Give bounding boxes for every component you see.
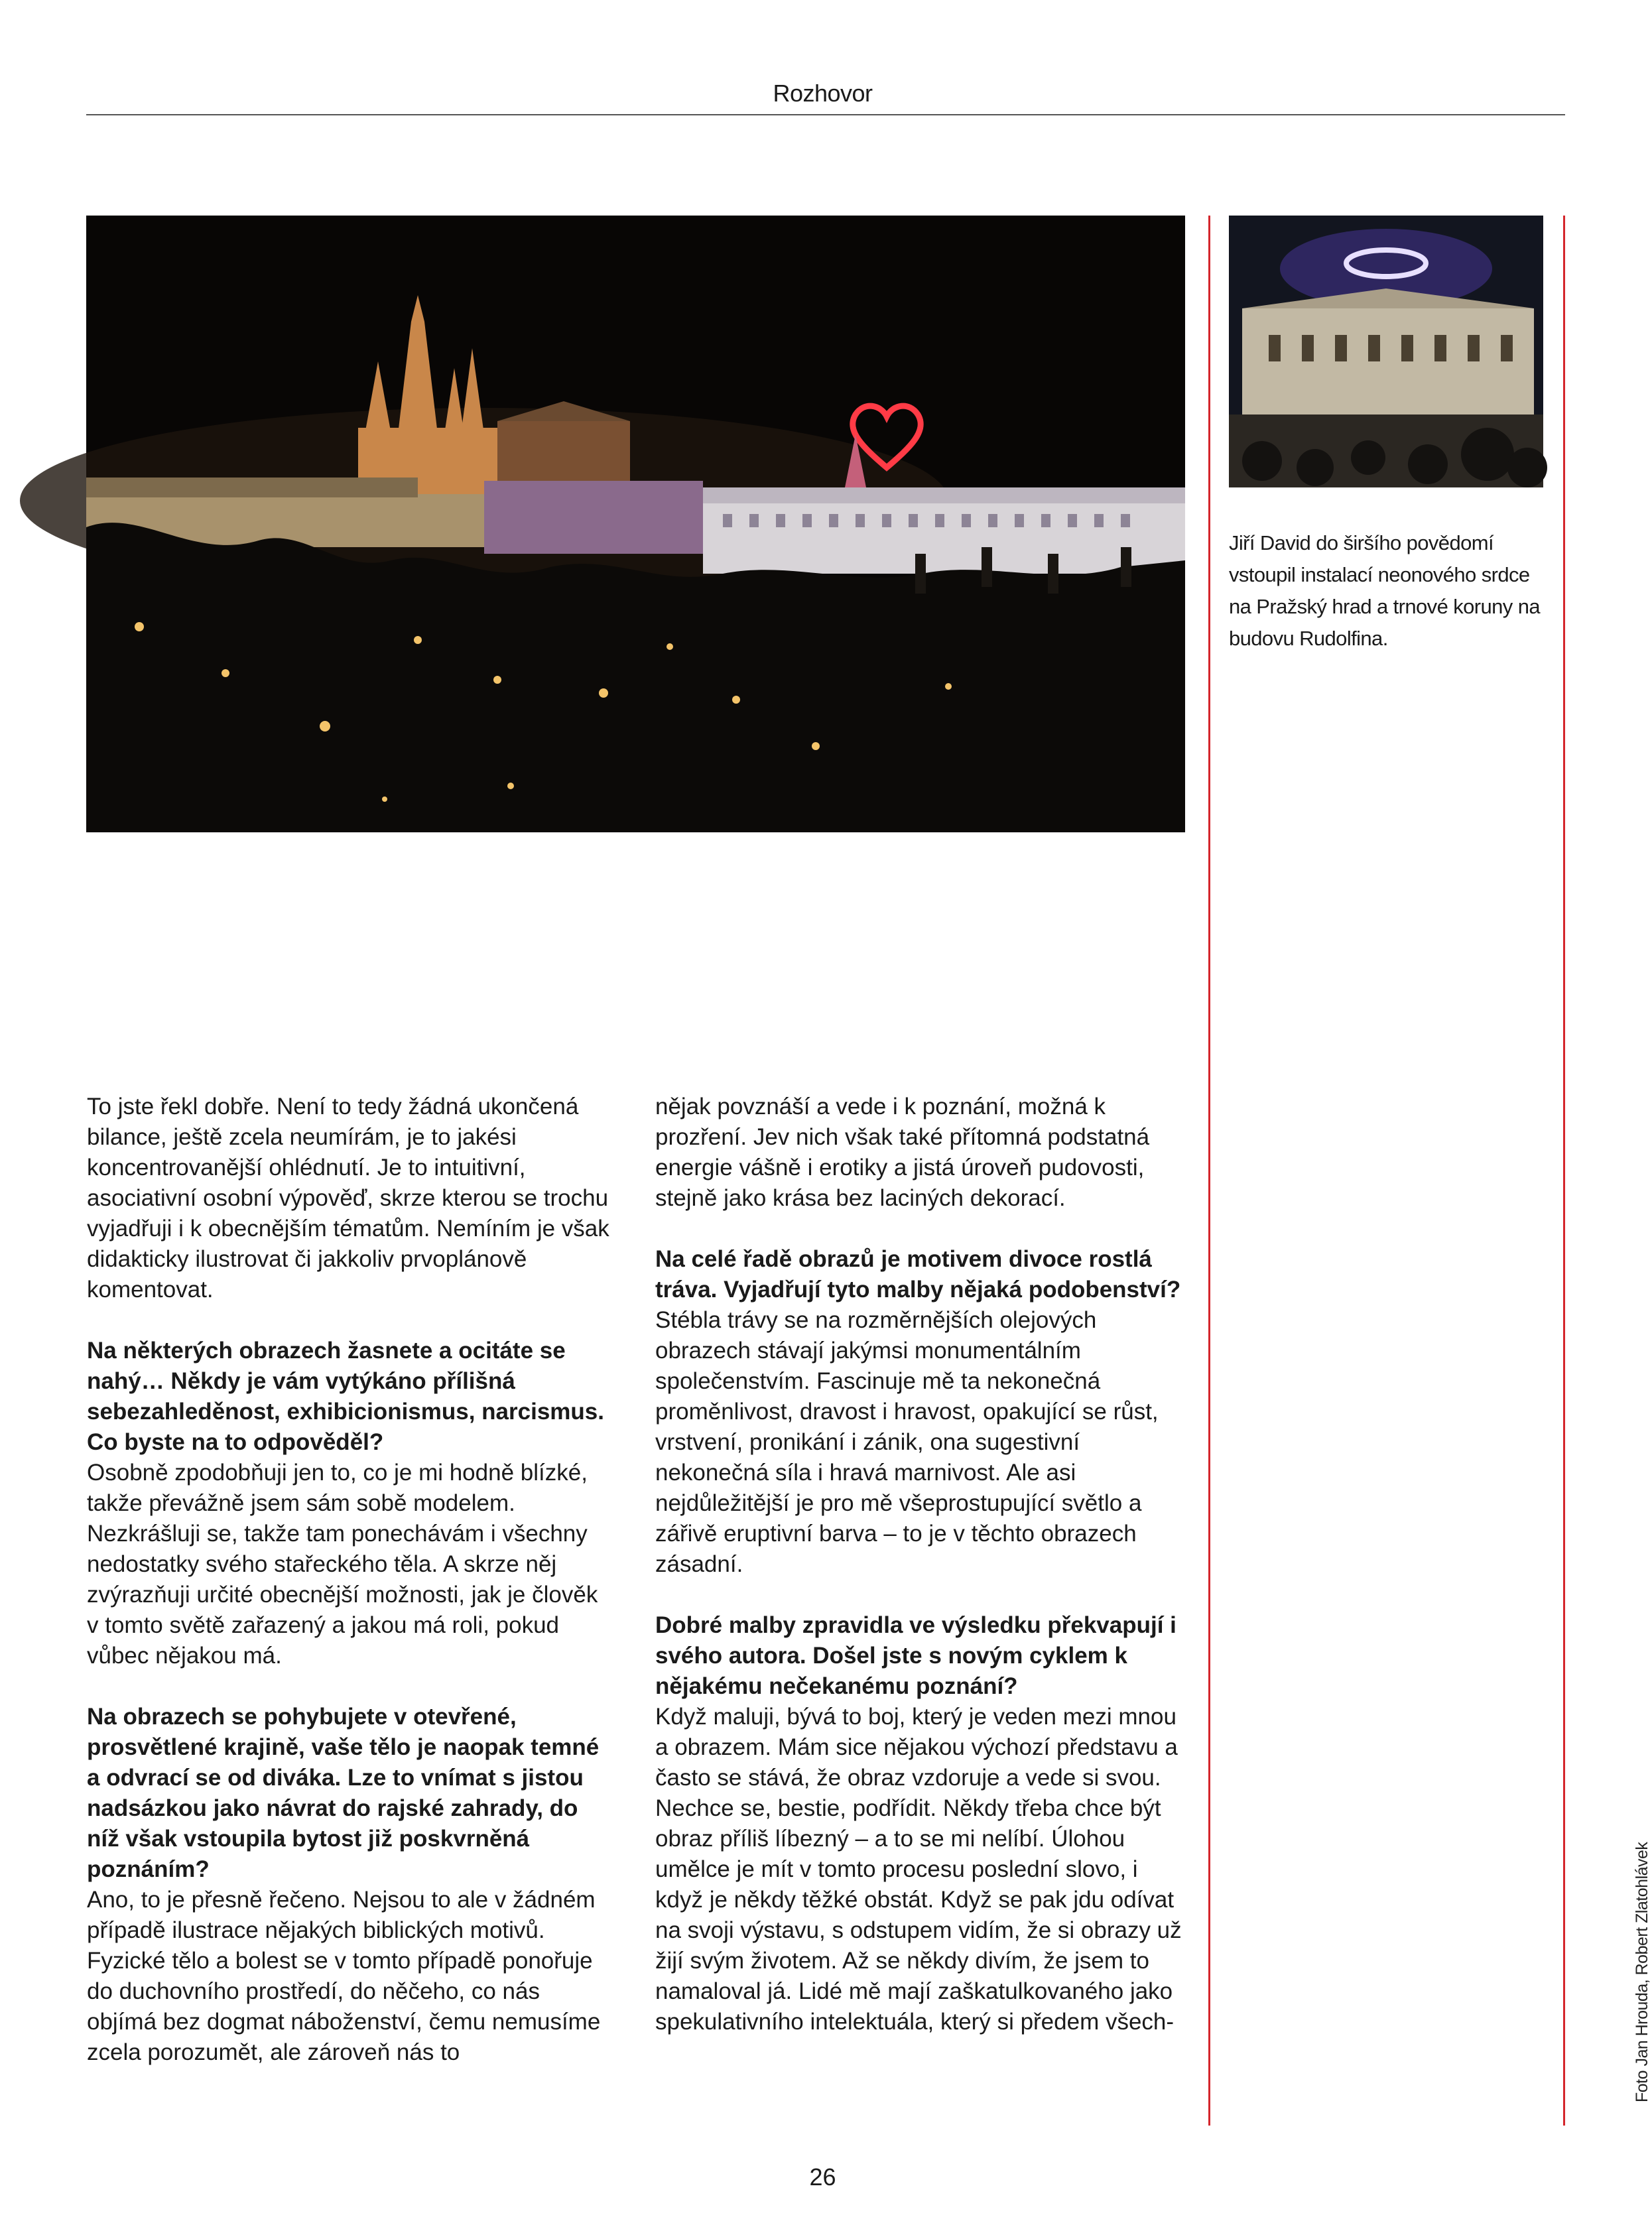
castle-night-photo <box>86 216 1185 832</box>
interview-question: Na celé řadě obrazů je motivem divoce rostlá tráva. Vyjadřují tyto malby nějaká podobenství? <box>655 1246 1181 1303</box>
answer-paragraph: nějak povznáší a vede i k poznání, možná k prozření. Jev nich však také přítomná podstatná energie vášně i erotiky a jistá úroveň pudovosti, stejně jako krása bez laciných dekorací. <box>655 1094 1150 1211</box>
answer-paragraph: Když maluji, bývá to boj, který je veden mezi mnou a obrazem. Mám sice nějakou výchozí představu a často se stává, že obraz vzdoruje a vede si svou. Nechce se, bestie, podřídit. Někdy třeba chce být obraz příliš líbezný – a to se mi nelíbí. Úlohou umělce je mít v tomto procesu poslední slovo, i když je někdy těžké obstát. Když se pak jdu odívat na svoji výstavu, s odstupem vidím, že si obrazy už žijí svým životem. Až se někdy divím, že jsem to namaloval já. Lidé mě mají zaškatulkovaného jako spekulativního intelektuála, který si předem všech- <box>655 1704 1182 2035</box>
answer-paragraph: Osobně zpodobňuji jen to, co je mi hodně blízké, takže převážně jsem sám sobě modelem. Nezkrášluji se, takže tam ponechávám i všechny nedostatky svého stařeckého těla. A skrze něj zvýrazňuji určité obecnější možnosti, jak je člověk v tomto světě zařazený a jakou má roli, pokud vůbec nějakou má. <box>87 1460 598 1669</box>
caption-line: budovu Rudolfina. <box>1229 627 1388 650</box>
caption-line: vstoupil instalací neonového srdce <box>1229 563 1530 586</box>
rudolfinum-night-photo <box>1229 216 1543 487</box>
header-rule <box>86 114 1565 115</box>
article-column-left <box>87 1092 611 2068</box>
interview-question: Dobré malby zpravidla ve výsledku překvapují i svého autora. Došel jste s novým cyklem k nějakému nečekanému poznání? <box>655 1612 1176 1699</box>
interview-question: Na obrazech se pohybujete v otevřené, prosvětlené krajině, vaše tělo je naopak temné a odvrací se od diváka. Lze to vnímat s jistou nadsázkou jako návrat do rajské zahrady, do níž však vstoupila bytost již poskvrněná poznáním? <box>87 1704 600 1882</box>
caption-line: Jiří David do širšího povědomí <box>1229 531 1493 554</box>
answer-paragraph: To jste řekl dobře. Není to tedy žádná ukončená bilance, ještě zcela neumírám, je to jakési koncentrovanější ohlédnutí. Je to intuitivní, asociativní osobní výpověď, skrze kterou se trochu vyjadřuji i k obecnějším tématům. Nemíním je však didakticky ilustrovat či jakkoliv prvoplánově komentovat. <box>87 1094 609 1303</box>
article-column-right <box>655 1092 1186 2037</box>
interview-question: Na některých obrazech žasnete a ocitáte se nahý… Někdy je vám vytýkáno přílišná sebezahleděnost, exhibicionismus, narcismus. Co byste na to odpověděl? <box>87 1338 604 1455</box>
page-number: 26 <box>809 2163 836 2191</box>
column-divider <box>1208 216 1210 2126</box>
caption-line: na Pražský hrad a trnové koruny na <box>1229 595 1540 618</box>
photo-caption <box>1229 527 1547 655</box>
answer-paragraph: Ano, to je přesně řečeno. Nejsou to ale v žádném případě ilustrace nějakých biblických motivů. Fyzické tělo a bolest se v tomto případě ponořuje do duchovního prostředí, do něčeho, co nás objímá bez dogmat náboženství, čemu nemusíme zcela porozumět, ale zároveň nás to <box>87 1887 601 2065</box>
answer-paragraph: Stébla trávy se na rozměrnějších olejových obrazech stávají jakýmsi monumentálním společenstvím. Fascinuje mě ta nekonečná proměnlivost, dravost i hravost, opakující se růst, vrstvení, pronikání i zánik, ona sugestivní nekonečná síla i hravá marnivost. Ale asi nejdůležitější je pro mě všeprostupující světlo a zářivě eruptivní barva – to je v těchto obrazech zásadní. <box>655 1307 1159 1577</box>
photo-credit: Foto Jan Hrouda, Robert Zlatohlávek <box>1633 1842 1651 2102</box>
section-title: Rozhovor <box>773 80 873 107</box>
column-divider <box>1563 216 1565 2126</box>
